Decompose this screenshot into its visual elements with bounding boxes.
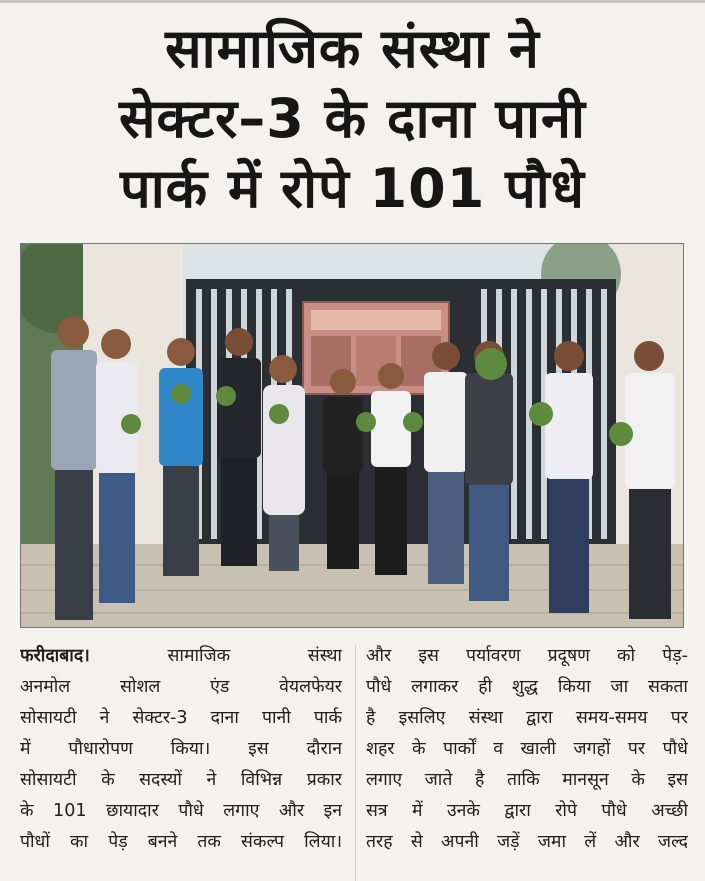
column-divider	[355, 645, 356, 881]
top-rule	[0, 0, 705, 3]
article-line: सोसायटी के सदस्यों ने विभिन्न प्रकार	[20, 770, 342, 790]
article-line: लगाए जाते है ताकि मानसून के इस	[366, 770, 688, 790]
article-line: पौधों का पेड़ बनने तक संकल्प लिया।	[20, 832, 342, 852]
article-line: तरह से अपनी जड़ें जमा लें और जल्द	[366, 832, 688, 852]
headline-line-1: सामाजिक संस्था ने	[165, 17, 540, 80]
article-line-text: सामाजिक संस्था	[89, 646, 342, 666]
headline	[0, 14, 705, 224]
article-line: और इस पर्यावरण प्रदूषण को पेड़-	[366, 646, 688, 666]
headline-line-2: सेक्टर–3 के दाना पानी	[119, 87, 586, 150]
article-column-right	[366, 641, 688, 858]
headline-line-3: पार्क में रोपे 101 पौधे	[120, 157, 585, 220]
article-line: शहर के पार्कों व खाली जगहों पर पौधे	[366, 739, 688, 759]
article-line: अनमोल सोशल एंड वेयलफेयर	[20, 677, 342, 697]
photo-illustration	[21, 244, 683, 627]
news-photo	[20, 243, 684, 628]
article-line: सत्र में उनके द्वारा रोपे पौधे अच्छी	[366, 801, 688, 821]
article-line: पौधे लगाकर ही शुद्ध किया जा सकता	[366, 677, 688, 697]
article-column-left	[20, 641, 342, 858]
article-line: है इसलिए संस्था द्वारा समय-समय पर	[366, 708, 688, 728]
article-line: सोसायटी ने सेक्टर-3 दाना पानी पार्क	[20, 708, 342, 728]
article-line	[20, 641, 342, 672]
article-line: के 101 छायादार पौधे लगाए और इन	[20, 801, 342, 821]
dateline: फरीदाबाद।	[20, 646, 90, 666]
article-body	[18, 641, 690, 881]
article-line: में पौधारोपण किया। इस दौरान	[20, 739, 342, 759]
